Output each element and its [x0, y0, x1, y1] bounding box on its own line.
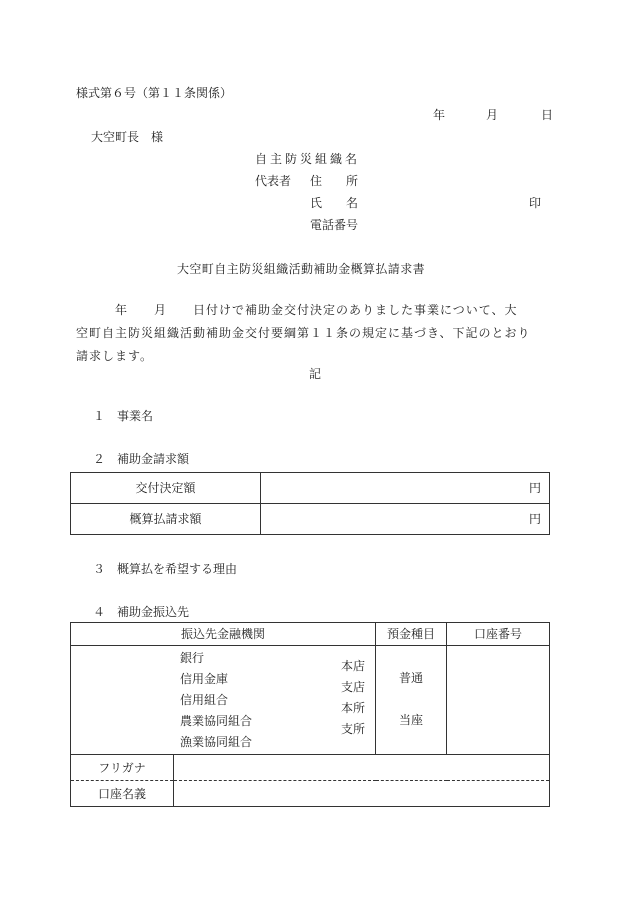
branch-office: 支店 [341, 680, 366, 694]
account-type-cell [376, 646, 447, 755]
yen-unit: 円 [528, 512, 541, 526]
institution-shinkumi: 信用組合 [180, 693, 229, 707]
section-1-project-name: １ 事業名 [93, 409, 154, 423]
header-account-type: 預金種目 [376, 623, 447, 646]
requested-amount-label: 概算払請求額 [71, 504, 261, 535]
branch-main-office: 本店 [341, 659, 366, 673]
ki-label: 記 [309, 367, 322, 381]
branch-list [341, 656, 365, 740]
yen-unit: 円 [528, 481, 541, 495]
bank-table [70, 622, 550, 807]
account-holder-label: 口座名義 [71, 781, 174, 807]
decided-amount-value [261, 473, 550, 504]
date-month-label: 月 [486, 108, 499, 122]
form-number: 様式第６号（第１１条関係） [76, 86, 233, 100]
account-type-ordinary: 普通 [398, 671, 423, 685]
institution-list [180, 648, 252, 753]
branch-sub-office: 支所 [341, 722, 366, 736]
paragraph-line-3: 請求します。 [76, 349, 154, 363]
header-account-number: 口座番号 [447, 623, 550, 646]
requested-amount-value [261, 504, 550, 535]
table-row [71, 473, 550, 504]
table-row [71, 623, 550, 646]
date-day-label: 日 [541, 108, 554, 122]
representative-label: 代表者 [255, 174, 292, 188]
account-number-cell [447, 646, 550, 755]
table-row [71, 504, 550, 535]
phone-label: 電話番号 [310, 218, 359, 232]
institution-cell [71, 646, 376, 755]
document-title: 大空町自主防災組織活動補助金概算払請求書 [177, 262, 426, 276]
section-2-amount: ２ 補助金請求額 [93, 452, 190, 466]
amount-table [70, 472, 550, 535]
header-institution: 振込先金融機関 [71, 623, 376, 646]
date-year-label: 年 [433, 108, 446, 122]
table-row [71, 646, 550, 755]
paragraph-line-1: 年 月 日付けで補助金交付決定のありました事業について、大 [76, 303, 518, 317]
branch-head-office: 本所 [341, 701, 366, 715]
institution-bank: 銀行 [180, 651, 205, 665]
table-row [71, 755, 550, 781]
decided-amount-label: 交付決定額 [71, 473, 261, 504]
institution-ja: 農業協同組合 [180, 714, 253, 728]
furigana-value [174, 755, 550, 781]
section-4-bank: ４ 補助金振込先 [93, 605, 190, 619]
name-label: 氏 名 [310, 196, 359, 210]
institution-jf: 漁業協同組合 [180, 735, 253, 749]
account-holder-value [174, 781, 550, 807]
seal-label: 印 [529, 196, 542, 210]
address-label: 住 所 [310, 174, 359, 188]
account-type-current: 当座 [398, 713, 423, 727]
furigana-label: フリガナ [71, 755, 174, 781]
section-3-reason: ３ 概算払を希望する理由 [93, 562, 238, 576]
request-paragraph [76, 299, 556, 368]
paragraph-line-2: 空町自主防災組織活動補助金交付要綱第１１条の規定に基づき、下記のとおり [76, 326, 531, 340]
addressee: 大空町長 様 [91, 130, 164, 144]
institution-shinkin: 信用金庫 [180, 672, 229, 686]
table-row [71, 781, 550, 807]
org-name-label: 自主防災組織名 [255, 152, 361, 166]
